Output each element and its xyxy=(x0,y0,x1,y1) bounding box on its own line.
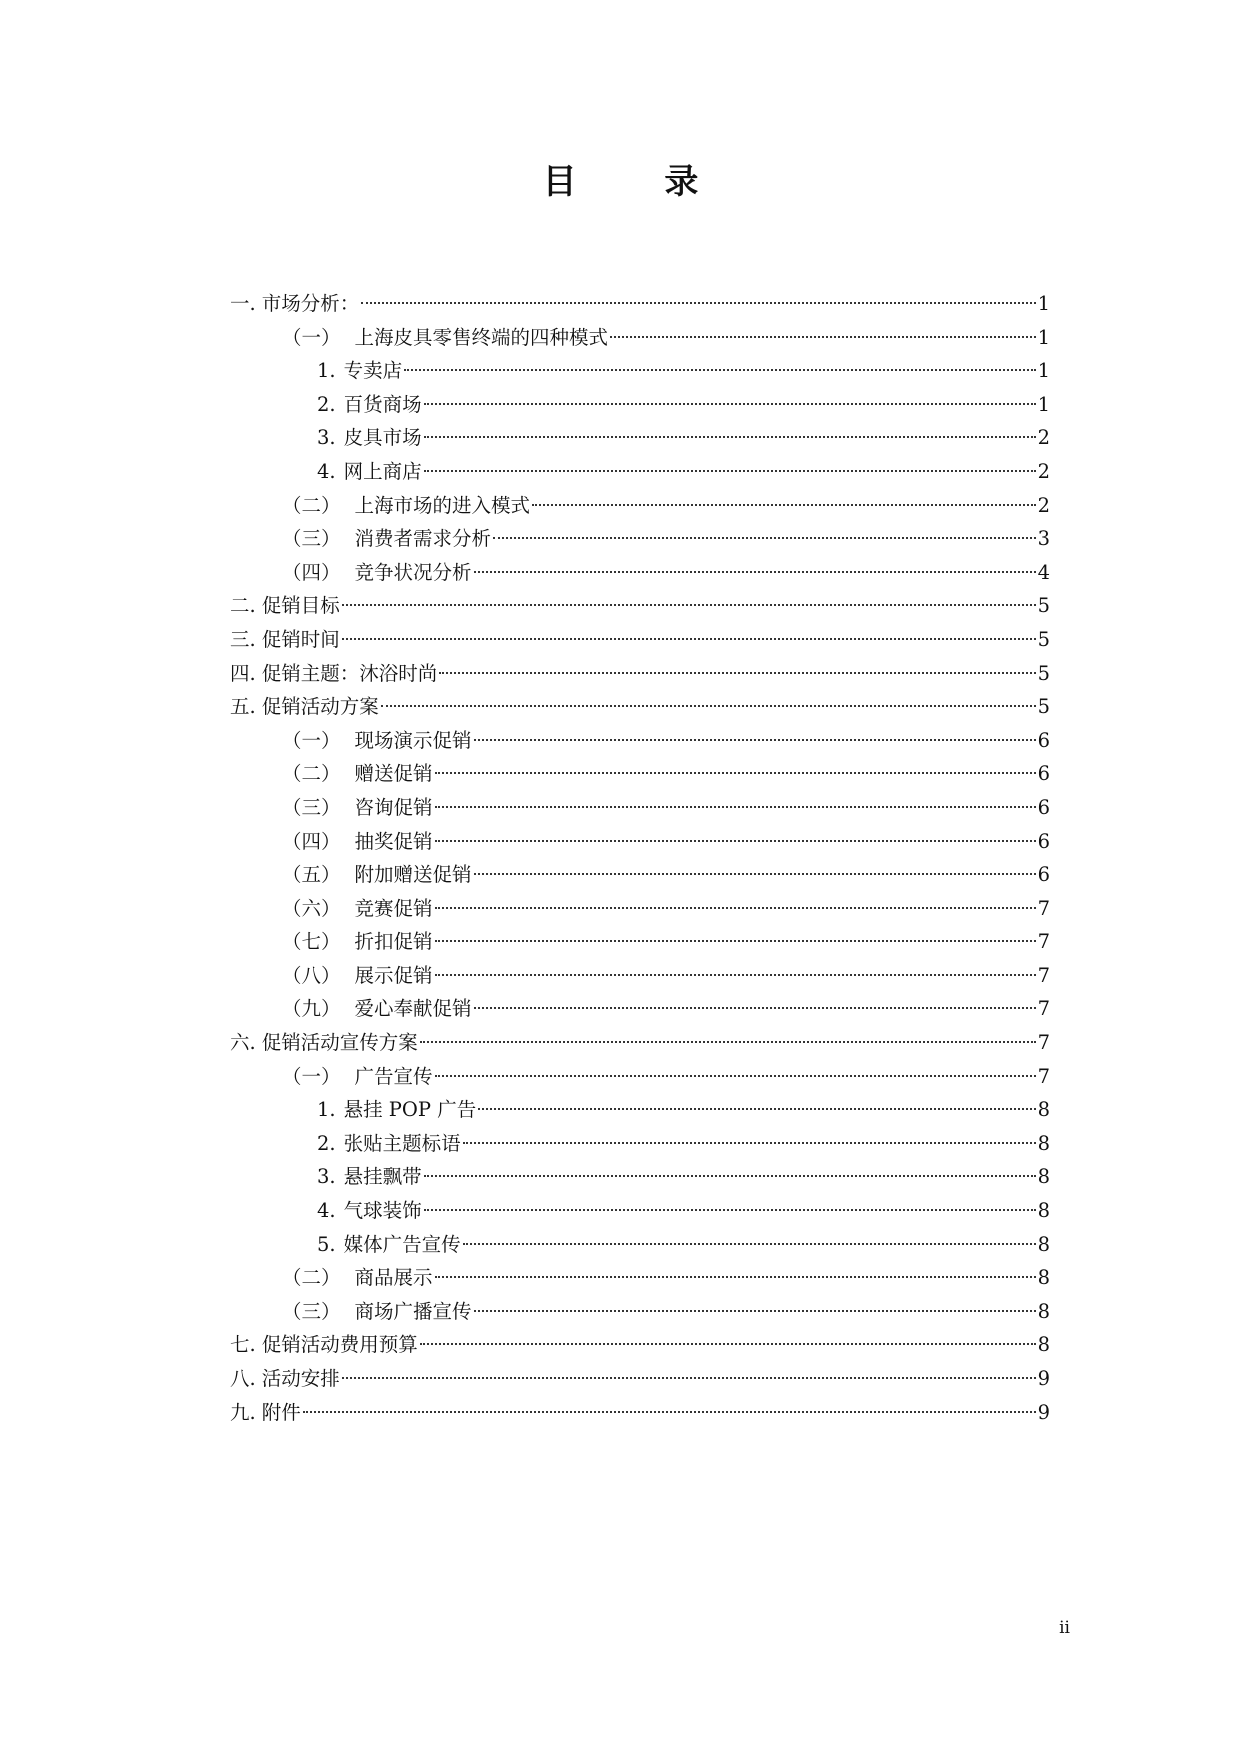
toc-dot-leader xyxy=(474,739,1036,741)
toc-entry-number: 3. xyxy=(317,426,336,450)
toc-entry-page: 7 xyxy=(1037,997,1050,1021)
toc-dot-leader xyxy=(435,940,1036,942)
toc-entry-page: 6 xyxy=(1037,762,1050,786)
toc-entry-title: 商品展示 xyxy=(354,1266,433,1290)
toc-entry-page: 6 xyxy=(1037,829,1050,853)
toc-entry[interactable] xyxy=(230,992,1050,1026)
toc-dot-leader xyxy=(404,369,1035,371)
toc-entry-page: 8 xyxy=(1037,1131,1050,1155)
toc-entry[interactable] xyxy=(230,1228,1050,1262)
toc-entry-page: 1 xyxy=(1037,392,1050,416)
toc-dot-leader xyxy=(435,974,1036,976)
toc-entry-number: 三. xyxy=(230,627,256,651)
toc-entry-number: 五. xyxy=(230,695,256,719)
toc-entry-number: （二） xyxy=(282,1266,341,1290)
toc-dot-leader xyxy=(342,1377,1036,1379)
toc-entry[interactable] xyxy=(230,1362,1050,1396)
toc-dot-leader xyxy=(478,1108,1035,1110)
page-title: 目 录 xyxy=(542,162,737,202)
toc-entry-number: （一） xyxy=(282,1064,341,1088)
toc-entry-number: 七. xyxy=(230,1333,256,1357)
toc-entry[interactable] xyxy=(230,1160,1050,1194)
toc-entry-title: 竞赛促销 xyxy=(354,896,433,920)
toc-entry[interactable] xyxy=(230,1396,1050,1430)
toc-entry-title: 广告宣传 xyxy=(354,1064,433,1088)
toc-entry-number: 4. xyxy=(317,459,336,483)
toc-entry-page: 7 xyxy=(1037,896,1050,920)
toc-entry-number: （五） xyxy=(282,863,341,887)
toc-entry-number: （四） xyxy=(282,829,341,853)
toc-entry-number: （六） xyxy=(282,896,341,920)
toc-entry-number: （二） xyxy=(282,762,341,786)
toc-entry[interactable] xyxy=(230,724,1050,758)
toc-dot-leader xyxy=(435,772,1036,774)
toc-dot-leader xyxy=(435,806,1036,808)
toc-entry-page: 5 xyxy=(1037,695,1050,719)
toc-entry[interactable] xyxy=(230,522,1050,556)
page-number: ii xyxy=(1059,1618,1070,1638)
toc-dot-leader xyxy=(439,672,1035,674)
toc-dot-leader xyxy=(435,1276,1036,1278)
toc-entry-page: 7 xyxy=(1037,1064,1050,1088)
toc-entry-number: （二） xyxy=(282,493,341,517)
toc-entry-number: 1. xyxy=(317,1098,336,1122)
toc-entry-title: 爱心奉献促销 xyxy=(354,997,472,1021)
toc-entry-title: 网上商店 xyxy=(343,459,422,483)
toc-entry-number: 九. xyxy=(230,1400,256,1424)
toc-entry[interactable] xyxy=(230,455,1050,489)
toc-entry-title: 展示促销 xyxy=(354,963,433,987)
toc-dot-leader xyxy=(361,302,1035,304)
toc-entry[interactable] xyxy=(230,925,1050,959)
toc-entry-page: 1 xyxy=(1037,325,1050,349)
toc-entry-number: 2. xyxy=(317,1131,336,1155)
toc-entry-page: 6 xyxy=(1037,863,1050,887)
toc-entry-title: 专卖店 xyxy=(343,359,403,383)
toc-dot-leader xyxy=(424,436,1036,438)
toc-entry-page: 4 xyxy=(1037,560,1050,584)
toc-entry-title: 百货商场 xyxy=(343,392,422,416)
toc-entry-number: （八） xyxy=(282,963,341,987)
toc-entry-number: 4. xyxy=(317,1199,336,1223)
toc-entry-title: 悬挂飘带 xyxy=(343,1165,422,1189)
toc-entry[interactable] xyxy=(230,556,1050,590)
toc-entry-number: （三） xyxy=(282,527,341,551)
toc-entry-title: 消费者需求分析 xyxy=(354,527,492,551)
toc-entry[interactable] xyxy=(230,1261,1050,1295)
toc-entry-page: 2 xyxy=(1037,459,1050,483)
toc-entry-page: 2 xyxy=(1037,493,1050,517)
toc-entry-title: 促销活动方案 xyxy=(261,695,379,719)
toc-entry-page: 8 xyxy=(1037,1199,1050,1223)
toc-entry-number: （四） xyxy=(282,560,341,584)
toc-entry[interactable] xyxy=(230,1328,1050,1362)
toc-entry-title: 促销目标 xyxy=(261,594,340,618)
toc-dot-leader xyxy=(424,1175,1036,1177)
toc-dot-leader xyxy=(435,1075,1036,1077)
toc-entry[interactable] xyxy=(230,959,1050,993)
toc-entry-page: 8 xyxy=(1037,1266,1050,1290)
toc-entry-title: 活动安排 xyxy=(261,1367,340,1390)
toc-entry-title: 促销活动宣传方案 xyxy=(261,1031,418,1055)
toc-entry[interactable] xyxy=(230,321,1050,355)
toc-entry-page: 7 xyxy=(1037,1031,1050,1055)
toc-entry-number: 1. xyxy=(317,359,336,383)
toc-entry-number: （一） xyxy=(282,728,341,752)
toc-entry-title: 促销主题：沐浴时尚 xyxy=(261,661,438,685)
toc-entry[interactable] xyxy=(230,421,1050,455)
toc-entry-number: （七） xyxy=(282,930,341,954)
toc-dot-leader xyxy=(474,873,1036,875)
toc-entry-title: 赠送促销 xyxy=(354,762,433,786)
toc-dot-leader xyxy=(493,537,1036,539)
toc-entry[interactable] xyxy=(230,589,1050,623)
toc-dot-leader xyxy=(303,1411,1036,1413)
toc-entry-title: 附件 xyxy=(261,1400,301,1424)
toc-entry[interactable] xyxy=(230,690,1050,724)
toc-entry-number: 六. xyxy=(230,1031,256,1055)
toc-entry-number: 3. xyxy=(317,1165,336,1189)
toc-entry-number: 八. xyxy=(230,1367,256,1390)
toc-entry-title: 上海市场的进入模式 xyxy=(354,493,531,517)
toc-dot-leader xyxy=(474,1310,1036,1312)
toc-entry[interactable] xyxy=(230,623,1050,657)
toc-entry[interactable] xyxy=(230,489,1050,523)
toc-entry-number: （九） xyxy=(282,997,341,1021)
toc-entry-page: 5 xyxy=(1037,627,1050,651)
toc-entry-number: 四. xyxy=(230,661,256,685)
toc-dot-leader xyxy=(435,840,1036,842)
toc-dot-leader xyxy=(342,638,1036,640)
toc-dot-leader xyxy=(424,403,1036,405)
toc-entry[interactable] xyxy=(230,1194,1050,1228)
toc-dot-leader xyxy=(474,571,1036,573)
table-of-contents xyxy=(230,287,1050,1429)
toc-entry[interactable] xyxy=(230,757,1050,791)
toc-entry-title: 商场广播宣传 xyxy=(354,1299,472,1323)
toc-entry-page: 6 xyxy=(1037,728,1050,752)
toc-entry-page: 7 xyxy=(1037,930,1050,954)
toc-entry-title: 皮具市场 xyxy=(343,426,422,450)
toc-dot-leader xyxy=(424,1209,1036,1211)
toc-entry[interactable] xyxy=(230,354,1050,388)
toc-entry-title: 上海皮具零售终端的四种模式 xyxy=(354,325,609,349)
toc-entry-number: 二. xyxy=(230,594,256,618)
toc-entry-number: （三） xyxy=(282,1299,341,1323)
toc-entry-title: 媒体广告宣传 xyxy=(343,1232,461,1256)
toc-dot-leader xyxy=(532,504,1036,506)
toc-entry-number: （三） xyxy=(282,795,341,819)
toc-entry[interactable] xyxy=(230,388,1050,422)
toc-entry[interactable] xyxy=(230,791,1050,825)
toc-entry-page: 7 xyxy=(1037,963,1050,987)
toc-entry-page: 8 xyxy=(1037,1165,1050,1189)
toc-dot-leader xyxy=(381,705,1036,707)
toc-entry-title: 抽奖促销 xyxy=(354,829,433,853)
toc-entry-number: 5. xyxy=(317,1232,336,1256)
toc-entry-title: 咨询促销 xyxy=(354,795,433,819)
toc-entry-number: 2. xyxy=(317,392,336,416)
toc-entry[interactable] xyxy=(230,892,1050,926)
toc-entry-title: 促销活动费用预算 xyxy=(261,1333,418,1357)
toc-entry-page: 1 xyxy=(1037,359,1050,383)
toc-entry[interactable] xyxy=(230,858,1050,892)
toc-entry-number: （一） xyxy=(282,325,341,349)
toc-dot-leader xyxy=(420,1343,1036,1345)
toc-entry-page: 8 xyxy=(1037,1299,1050,1323)
toc-entry-title: 悬挂 POP 广告 xyxy=(343,1098,477,1122)
toc-entry-page: 8 xyxy=(1037,1333,1050,1357)
toc-entry-title: 附加赠送促销 xyxy=(354,863,472,887)
toc-entry-page: 9 xyxy=(1037,1400,1050,1424)
toc-dot-leader xyxy=(463,1243,1036,1245)
toc-dot-leader xyxy=(420,1041,1036,1043)
toc-entry-page: 8 xyxy=(1037,1098,1050,1122)
toc-entry-page: 6 xyxy=(1037,795,1050,819)
toc-entry-title: 促销时间 xyxy=(261,627,340,651)
toc-entry-page: 5 xyxy=(1037,661,1050,685)
toc-entry-title: 张贴主题标语 xyxy=(343,1131,461,1155)
toc-dot-leader xyxy=(474,1007,1036,1009)
toc-entry-page: 1 xyxy=(1037,292,1050,315)
toc-entry[interactable] xyxy=(230,1295,1050,1329)
toc-entry[interactable] xyxy=(230,1026,1050,1060)
toc-entry-title: 气球装饰 xyxy=(343,1199,422,1223)
toc-entry-title: 折扣促销 xyxy=(354,930,433,954)
toc-entry[interactable] xyxy=(230,1093,1050,1127)
toc-entry-number: 一. xyxy=(230,292,256,315)
toc-entry-title: 竞争状况分析 xyxy=(354,560,472,584)
toc-entry-page: 9 xyxy=(1037,1367,1050,1390)
toc-entry-page: 2 xyxy=(1037,426,1050,450)
toc-entry[interactable] xyxy=(230,825,1050,859)
toc-entry[interactable] xyxy=(230,1127,1050,1161)
toc-entry-title: 现场演示促销 xyxy=(354,728,472,752)
toc-dot-leader xyxy=(424,470,1036,472)
toc-entry-title: 市场分析： xyxy=(261,292,360,315)
toc-dot-leader xyxy=(463,1142,1036,1144)
toc-entry-page: 8 xyxy=(1037,1232,1050,1256)
toc-dot-leader xyxy=(342,604,1036,606)
toc-entry[interactable] xyxy=(230,657,1050,691)
toc-dot-leader xyxy=(435,907,1036,909)
toc-entry-page: 5 xyxy=(1037,594,1050,618)
toc-entry-page: 3 xyxy=(1037,527,1050,551)
toc-dot-leader xyxy=(610,336,1036,338)
toc-entry[interactable] xyxy=(230,1060,1050,1094)
toc-entry[interactable] xyxy=(230,287,1050,321)
